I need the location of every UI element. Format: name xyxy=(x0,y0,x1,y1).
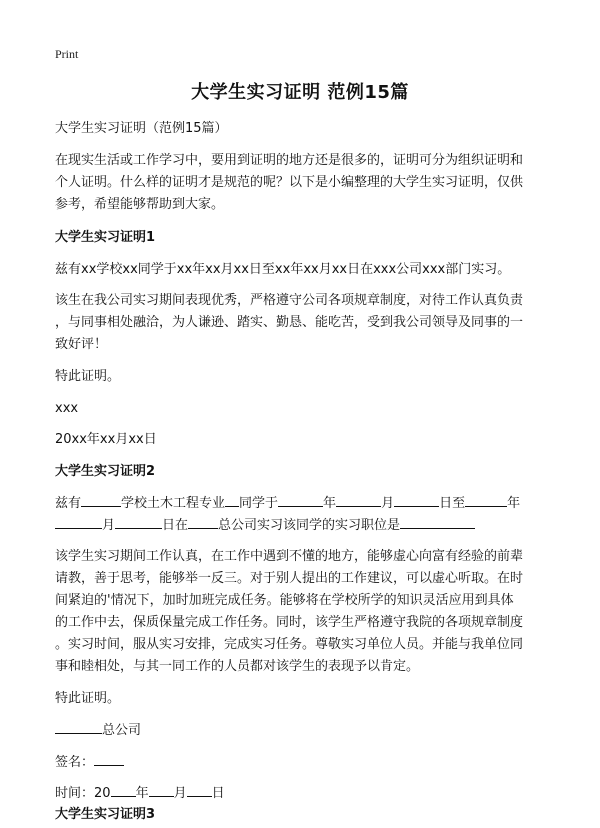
form-blank-student xyxy=(225,492,239,507)
form-blank-day2 xyxy=(115,514,162,529)
form-text: 年 xyxy=(507,496,521,511)
section2-body-3: 间紧迫的'情况下，加时加班完成任务。能够将在学校所学的知识灵活应用到具体 xyxy=(55,593,514,608)
section2-heading: 大学生实习证明2 xyxy=(55,464,156,479)
form-blank-sign xyxy=(94,751,124,766)
section1-date: 20xx年xx月xx日 xyxy=(55,432,157,447)
form-text: 日至 xyxy=(439,496,466,511)
section2-body-5: 。实习时间，服从实习安排，完成实习任务。尊敬实习单位人员。并能与我单位同 xyxy=(55,637,524,652)
intro-line-3: 参考，希望能够帮助到大家。 xyxy=(55,197,225,212)
form-blank-company xyxy=(188,514,218,529)
form-text: 兹有 xyxy=(55,496,82,511)
section2-body-1: 该学生实习期间工作认真，在工作中遇到不懂的地方，能够虚心向富有经验的前辈 xyxy=(55,549,524,564)
section2-certify: 特此证明。 xyxy=(55,691,121,706)
form-blank-month xyxy=(336,492,381,507)
section2-time-line xyxy=(55,782,550,805)
form-blank-position xyxy=(400,514,475,529)
form-blank-year xyxy=(278,492,323,507)
section1-body-1: 该生在我公司实习期间表现优秀，严格遵守公司各项规章制度，对待工作认真负责 xyxy=(55,293,524,308)
form-text: 签名： xyxy=(55,755,95,770)
section2-body-2: 请教，善于思考，能够举一反三。对于别人提出的工作建议，可以虚心听取。在时 xyxy=(55,571,524,586)
form-blank-time-year xyxy=(111,782,136,797)
intro-line-2: 个人证明。什么样的证明才是规范的呢？以下是小编整理的大学生实习证明，仅供 xyxy=(55,175,524,190)
section1-certify: 特此证明。 xyxy=(55,369,121,384)
section1-heading: 大学生实习证明1 xyxy=(55,230,156,245)
section2-form-line-2 xyxy=(55,514,550,537)
form-text: 月 xyxy=(102,518,116,533)
form-blank-year2 xyxy=(465,492,507,507)
form-blank-school xyxy=(81,492,121,507)
form-text: 年 xyxy=(135,786,149,801)
form-text: 日在 xyxy=(162,518,189,533)
form-blank-company-name xyxy=(55,719,102,734)
form-text: 月 xyxy=(173,786,187,801)
section2-form-line-1 xyxy=(55,492,550,515)
form-text: 20 xyxy=(94,786,111,801)
section3-heading: 大学生实习证明3 xyxy=(55,807,156,822)
form-text: 总公司 xyxy=(102,723,142,738)
form-text: 月 xyxy=(381,496,395,511)
form-text: 总公司实习该同学的实习职位是 xyxy=(218,518,401,533)
form-text: 同学于 xyxy=(239,496,279,511)
form-text: 时间： xyxy=(55,786,95,801)
form-blank-day xyxy=(394,492,439,507)
subtitle: 大学生实习证明（范例15篇） xyxy=(55,121,228,136)
section2-company-line xyxy=(55,719,550,742)
section2-body-4: 的工作中去，保质保量完成工作任务。同时，该学生严格遵守我院的各项规章制度 xyxy=(55,615,524,630)
section2-body-6: 事和睦相处，与其一同工作的人员都对该学生的表现予以肯定。 xyxy=(55,659,420,674)
document-title: 大学生实习证明 范例15篇 xyxy=(191,82,409,103)
section1-body-3: 致好评！ xyxy=(55,337,108,352)
form-text: 年 xyxy=(323,496,337,511)
section1-line1: 兹有xx学校xx同学于xx年xx月xx日至xx年xx月xx日在xxx公司xxx部门实习。 xyxy=(55,262,511,277)
form-blank-time-month xyxy=(149,782,174,797)
print-link[interactable]: Print xyxy=(55,47,79,61)
section1-body-2: ，与同事相处融洽，为人谦逊、踏实、勤恳、能吃苦，受到我公司领导及同事的一 xyxy=(55,315,524,330)
form-text: 日 xyxy=(211,786,225,801)
form-blank-month2 xyxy=(55,514,102,529)
intro-line-1: 在现实生活或工作学习中，要用到证明的地方还是很多的，证明可分为组织证明和 xyxy=(55,153,524,168)
section1-signer: xxx xyxy=(55,401,79,416)
form-blank-time-day xyxy=(187,782,212,797)
section2-sign-line xyxy=(55,751,550,774)
form-text: 学校土木工程专业 xyxy=(121,496,226,511)
